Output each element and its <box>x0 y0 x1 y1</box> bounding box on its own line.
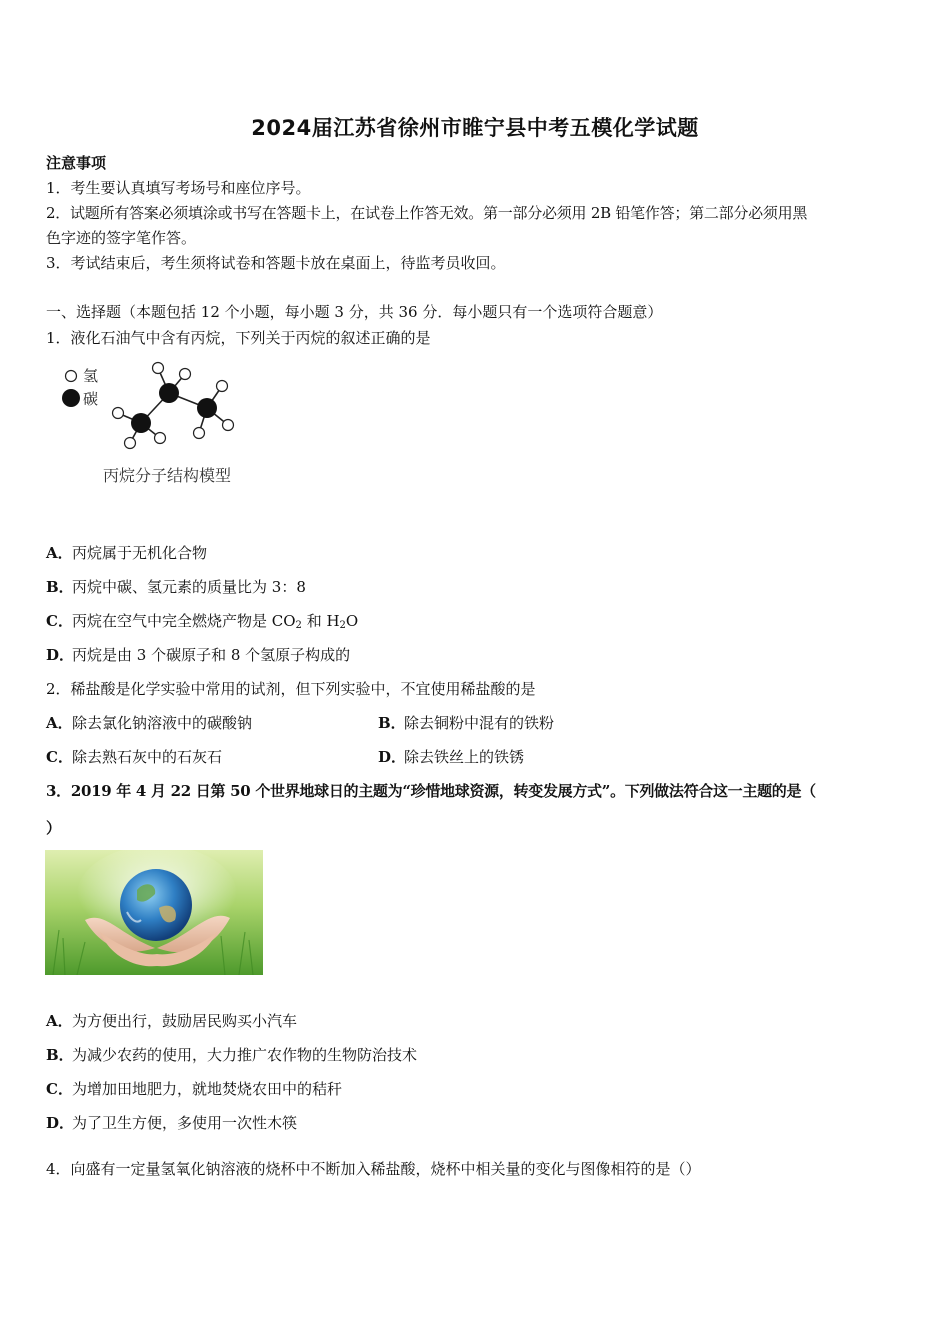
option-text: O <box>345 612 359 630</box>
question-1-option-a <box>46 543 207 563</box>
notice-item: 3．考试结束后，考生须将试卷和答题卡放在桌面上，待监考员收回。 <box>46 254 506 272</box>
option-text: 和 H <box>301 612 340 630</box>
notice-item: 1．考生要认真填写考场号和座位序号。 <box>46 179 311 197</box>
legend-hydrogen-label: 氢 <box>83 367 99 385</box>
option-text: 除去铁丝上的铁锈 <box>404 748 525 766</box>
subscript: 2 <box>339 620 346 631</box>
option-text: 丙烷在空气中完全燃烧产物是 CO <box>72 612 296 630</box>
option-label: B． <box>46 578 74 596</box>
option-label: D． <box>46 1114 75 1132</box>
question-2-option-a <box>46 713 252 733</box>
question-2-option-b <box>378 713 554 733</box>
question-3-option-c <box>46 1079 342 1099</box>
question-2-option-c <box>46 747 222 767</box>
option-text: 丙烷是由 3 个碳原子和 8 个氢原子构成的 <box>72 646 351 664</box>
option-text: 为方便出行，鼓励居民购买小汽车 <box>72 1012 298 1030</box>
propane-molecule-diagram <box>55 355 255 490</box>
option-label: A． <box>46 714 73 732</box>
notice-item: 2．试题所有答案必须填涂或书写在答题卡上，在试卷上作答无效。第一部分必须用 2B 铅笔作答；第二部分必须用黑 <box>46 204 808 222</box>
question-3-option-b <box>46 1045 417 1065</box>
option-text: 丙烷中碳、氢元素的质量比为 3：8 <box>72 578 306 596</box>
option-label: D． <box>46 646 75 664</box>
question-2-stem: 2．稀盐酸是化学实验中常用的试剂，但下列实验中，不宜使用稀盐酸的是 <box>46 680 536 698</box>
question-3-option-d <box>46 1113 297 1133</box>
option-label: B． <box>378 714 406 732</box>
option-text: 除去氯化钠溶液中的碳酸钠 <box>72 714 253 732</box>
option-label: A． <box>46 544 73 562</box>
subscript: 2 <box>295 620 302 631</box>
hydrogen-legend-atom <box>66 371 77 382</box>
carbon-legend-atom <box>62 389 80 407</box>
figure-caption: 丙烷分子结构模型 <box>103 466 232 485</box>
notice-heading: 注意事项 <box>46 154 107 172</box>
option-text: 为增加田地肥力，就地焚烧农田中的秸秆 <box>72 1080 343 1098</box>
option-text: 除去熟石灰中的石灰石 <box>72 748 223 766</box>
page-title: 2024届江苏省徐州市睢宁县中考五模化学试题 <box>251 116 699 140</box>
notice-item: 色字迹的签字笔作答。 <box>46 229 197 247</box>
question-1-stem: 1．液化石油气中含有丙烷，下列关于丙烷的叙述正确的是 <box>46 329 431 347</box>
propane-molecule-figure <box>55 355 255 490</box>
question-1-option-c <box>46 611 358 636</box>
question-2-option-d <box>378 747 524 767</box>
option-label: C． <box>46 1080 73 1098</box>
question-3-option-a <box>46 1011 297 1031</box>
question-3-stem-continued: ） <box>46 819 62 837</box>
option-label: C． <box>46 612 73 630</box>
option-label: B． <box>46 1046 74 1064</box>
option-label: A． <box>46 1012 73 1030</box>
question-1-option-d <box>46 645 350 665</box>
option-text: 除去铜粉中混有的铁粉 <box>404 714 555 732</box>
question-4-stem: 4．向盛有一定量氢氧化钠溶液的烧杯中不断加入稀盐酸，烧杯中相关量的变化与图像相符的是（） <box>46 1160 701 1178</box>
option-label: C． <box>46 748 73 766</box>
question-3-stem: 3．2019 年 4 月 22 日第 50 个世界地球日的主题为“珍惜地球资源，转变发展方式”。下列做法符合这一主题的是（ <box>46 782 816 800</box>
legend-carbon-label: 碳 <box>83 390 99 408</box>
question-1-option-b <box>46 577 306 597</box>
option-label: D． <box>378 748 407 766</box>
earth-in-hands-illustration <box>45 850 263 975</box>
section-heading: 一、选择题（本题包括 12 个小题，每小题 3 分，共 36 分．每小题只有一个选项符合题意） <box>46 303 663 321</box>
option-text: 为减少农药的使用，大力推广农作物的生物防治技术 <box>72 1046 418 1064</box>
option-text: 丙烷属于无机化合物 <box>72 544 208 562</box>
option-text: 为了卫生方便，多使用一次性木筷 <box>72 1114 298 1132</box>
earth-in-hands-image <box>45 850 263 975</box>
